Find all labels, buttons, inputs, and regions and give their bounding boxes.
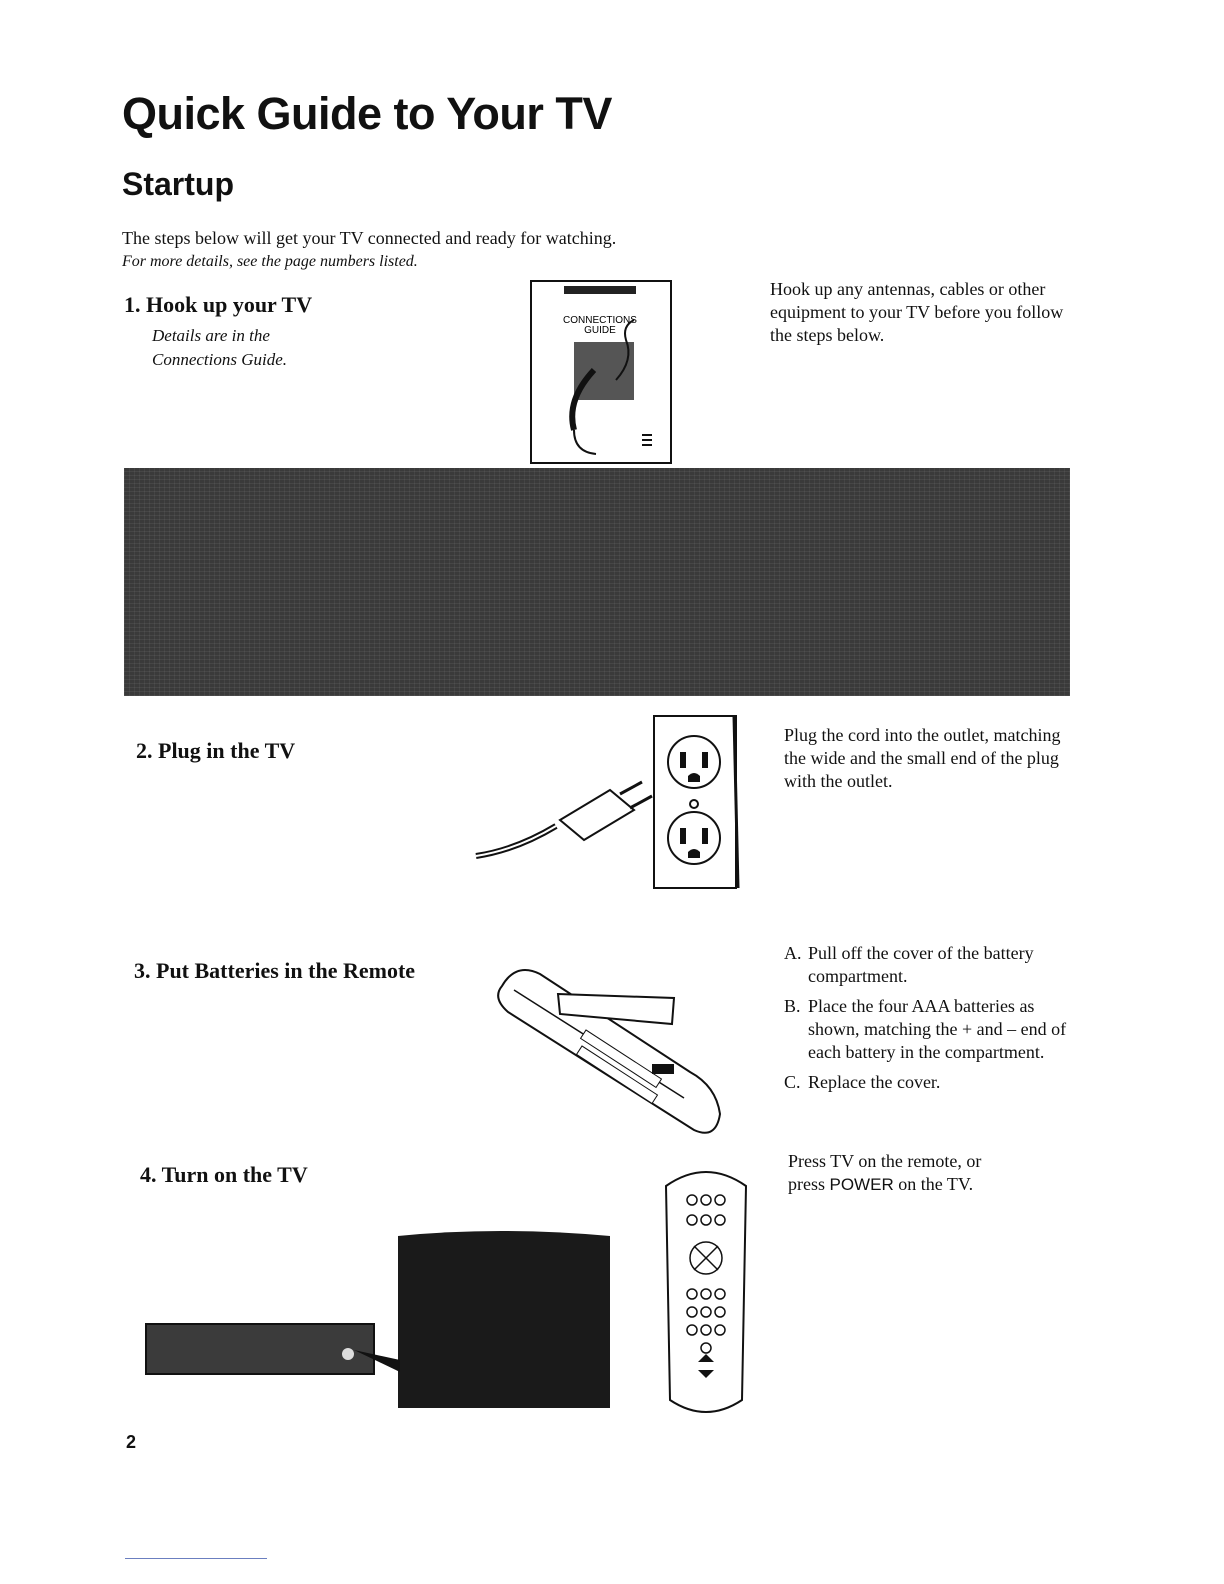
step-1-detail-line: Details are in the <box>152 326 270 345</box>
plug-outlet-illustration <box>470 712 742 892</box>
connections-guide-illustration <box>530 280 672 464</box>
remote-battery-illustration <box>492 956 728 1138</box>
guide-panel <box>574 342 634 400</box>
power-button-icon <box>342 1348 354 1360</box>
step-1-title: 1. Hook up your TV <box>124 292 313 317</box>
section-title: Startup <box>122 166 234 202</box>
instruction-item: C. Replace the cover. <box>784 1072 941 1092</box>
step-2-title: 2. Plug in the TV <box>136 738 296 763</box>
tv-front-panel <box>146 1324 374 1374</box>
step-1-details <box>152 324 287 372</box>
intro-text: The steps below will get your TV connected and ready for watching. <box>122 228 617 248</box>
footer-rule <box>125 1558 267 1559</box>
guide-label: CONNECTIONS GUIDE <box>563 315 637 336</box>
instruction-item: A. Pull off the cover of the battery compartment. <box>784 943 1034 986</box>
remote-front-illustration <box>662 1166 750 1416</box>
battery-instructions <box>784 942 1084 1101</box>
step-1-side-text: Hook up any antennas, cables or other equipment to your TV before you follow the steps below. <box>770 279 1064 345</box>
step-4-side-text: Press TV on the remote, or press POWER on the TV. <box>788 1151 982 1194</box>
plug-head <box>560 790 634 840</box>
warning-box <box>124 468 1070 696</box>
step-3-title: 3. Put Batteries in the Remote <box>134 958 416 983</box>
page-title: Quick Guide to Your TV <box>122 88 612 139</box>
intro <box>122 226 616 274</box>
tv-cabinet <box>398 1231 610 1408</box>
intro-note: For more details, see the page numbers listed. <box>122 253 418 270</box>
step-2-side-text: Plug the cord into the outlet, matching the wide and the small end of the plug with the outlet. <box>784 725 1061 791</box>
instruction-item: B. Place the four AAA batteries as shown, matching the + and – end of each battery in the compartment. <box>784 996 1067 1062</box>
tv-illustration <box>144 1218 616 1408</box>
step-4-title: 4. Turn on the TV <box>140 1162 308 1187</box>
power-label: POWER <box>829 1175 894 1194</box>
guide-top-banner <box>564 286 636 294</box>
step-1-detail-line: Connections Guide. <box>152 350 288 369</box>
page-number: 2 <box>126 1432 137 1452</box>
